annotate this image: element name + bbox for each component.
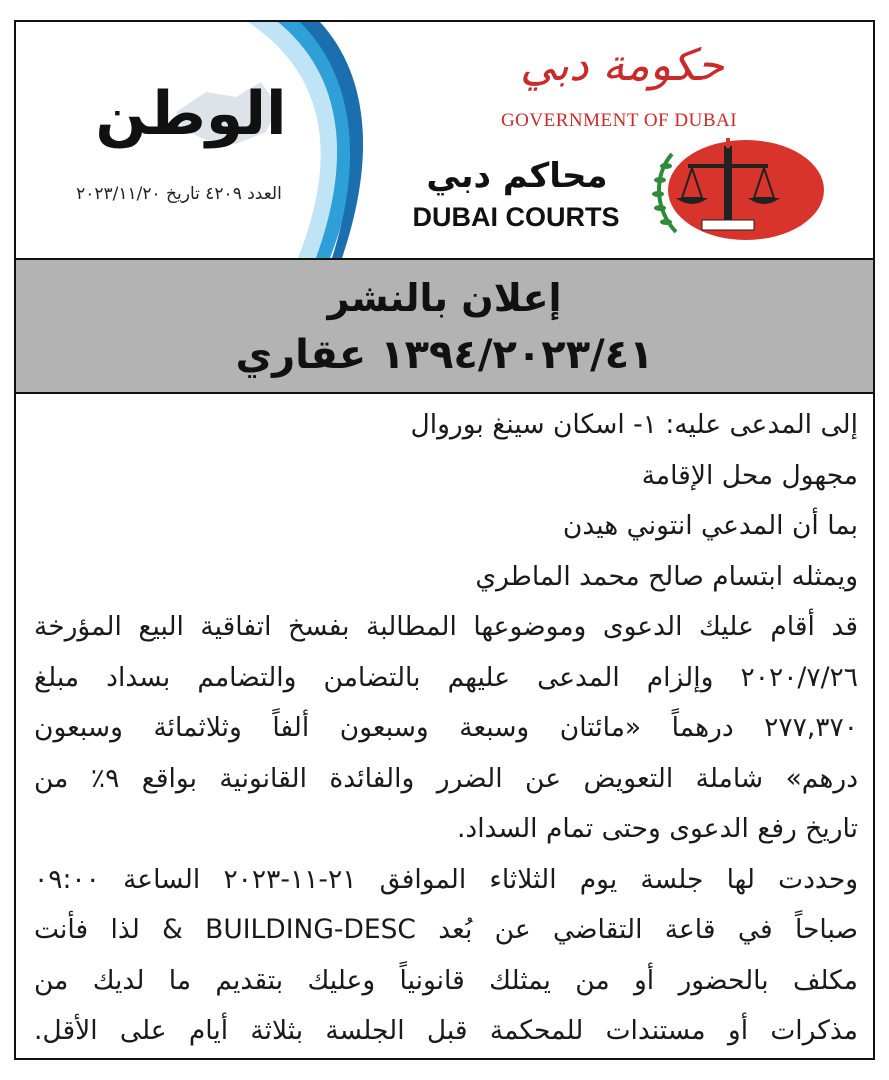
government-name-ar: حكومة دبي	[520, 40, 724, 91]
body-line: بما أن المدعي انتوني هيدن	[562, 510, 858, 541]
body-line: مجهول محل الإقامة	[641, 459, 858, 491]
body-line: صباحاً في قاعة التقاضي عن بُعد BUILDING-DESC & لذا فأنت	[34, 914, 858, 945]
notice-title: إعلان بالنشر	[327, 276, 562, 320]
body-line: ٢٧٧,٣٧٠ درهماً «مائتان وسبعة وسبعون ألفاً وثلاثمائة وسبعون	[34, 712, 858, 743]
body-line: قد أقام عليك الدعوى وموضوعها المطالبة بفسخ اتفاقية البيع المؤرخة	[34, 611, 858, 642]
header	[16, 22, 873, 258]
body-line: درهم» شاملة التعويض عن الضرر والفائدة القانونية بواقع ٩٪ من	[34, 762, 858, 794]
body-line: ويمثله ابتسام صالح محمد الماطري	[475, 560, 858, 592]
body-line: مكلف بالحضور أو من يمثلك قانونياً وعليك بتقديم ما لديك من	[34, 964, 858, 996]
issue-line: العدد ٤٢٠٩ تاريخ ٢٠٢٣/١١/٢٠	[76, 184, 282, 204]
title-band	[16, 258, 873, 394]
body-line: تاريخ رفع الدعوى وحتى تمام السداد.	[456, 813, 858, 844]
body-line: مذكرات أو مستندات للمحكمة قبل الجلسة بثلاثة أيام على الأقل.	[34, 1015, 858, 1046]
dubai-courts-emblem-icon	[636, 134, 826, 244]
body-line: ٢٠٢٠/٧/٢٦ وإلزام المدعى عليهم بالتضامن والتضامم بسداد مبلغ	[34, 661, 858, 693]
courts-name-en: DUBAI COURTS	[412, 202, 620, 232]
case-number: ١٣٩٤/٢٠٢٣/٤١ عقاري	[235, 332, 654, 378]
body-line: وحددت لها جلسة يوم الثلاثاء الموافق ٢١-١١-٢٠٢٣ الساعة ٠٩:٠٠	[34, 863, 858, 895]
government-name-en: GOVERNMENT OF DUBAI	[500, 110, 738, 131]
notice-body	[34, 400, 858, 1057]
newspaper-name: الوطن	[95, 79, 287, 149]
courts-name-ar: محاكم دبي	[426, 156, 608, 196]
body-line: إلى المدعى عليه: ١- اسكان سينغ بوروال	[410, 409, 858, 440]
notice-frame	[14, 20, 875, 1060]
